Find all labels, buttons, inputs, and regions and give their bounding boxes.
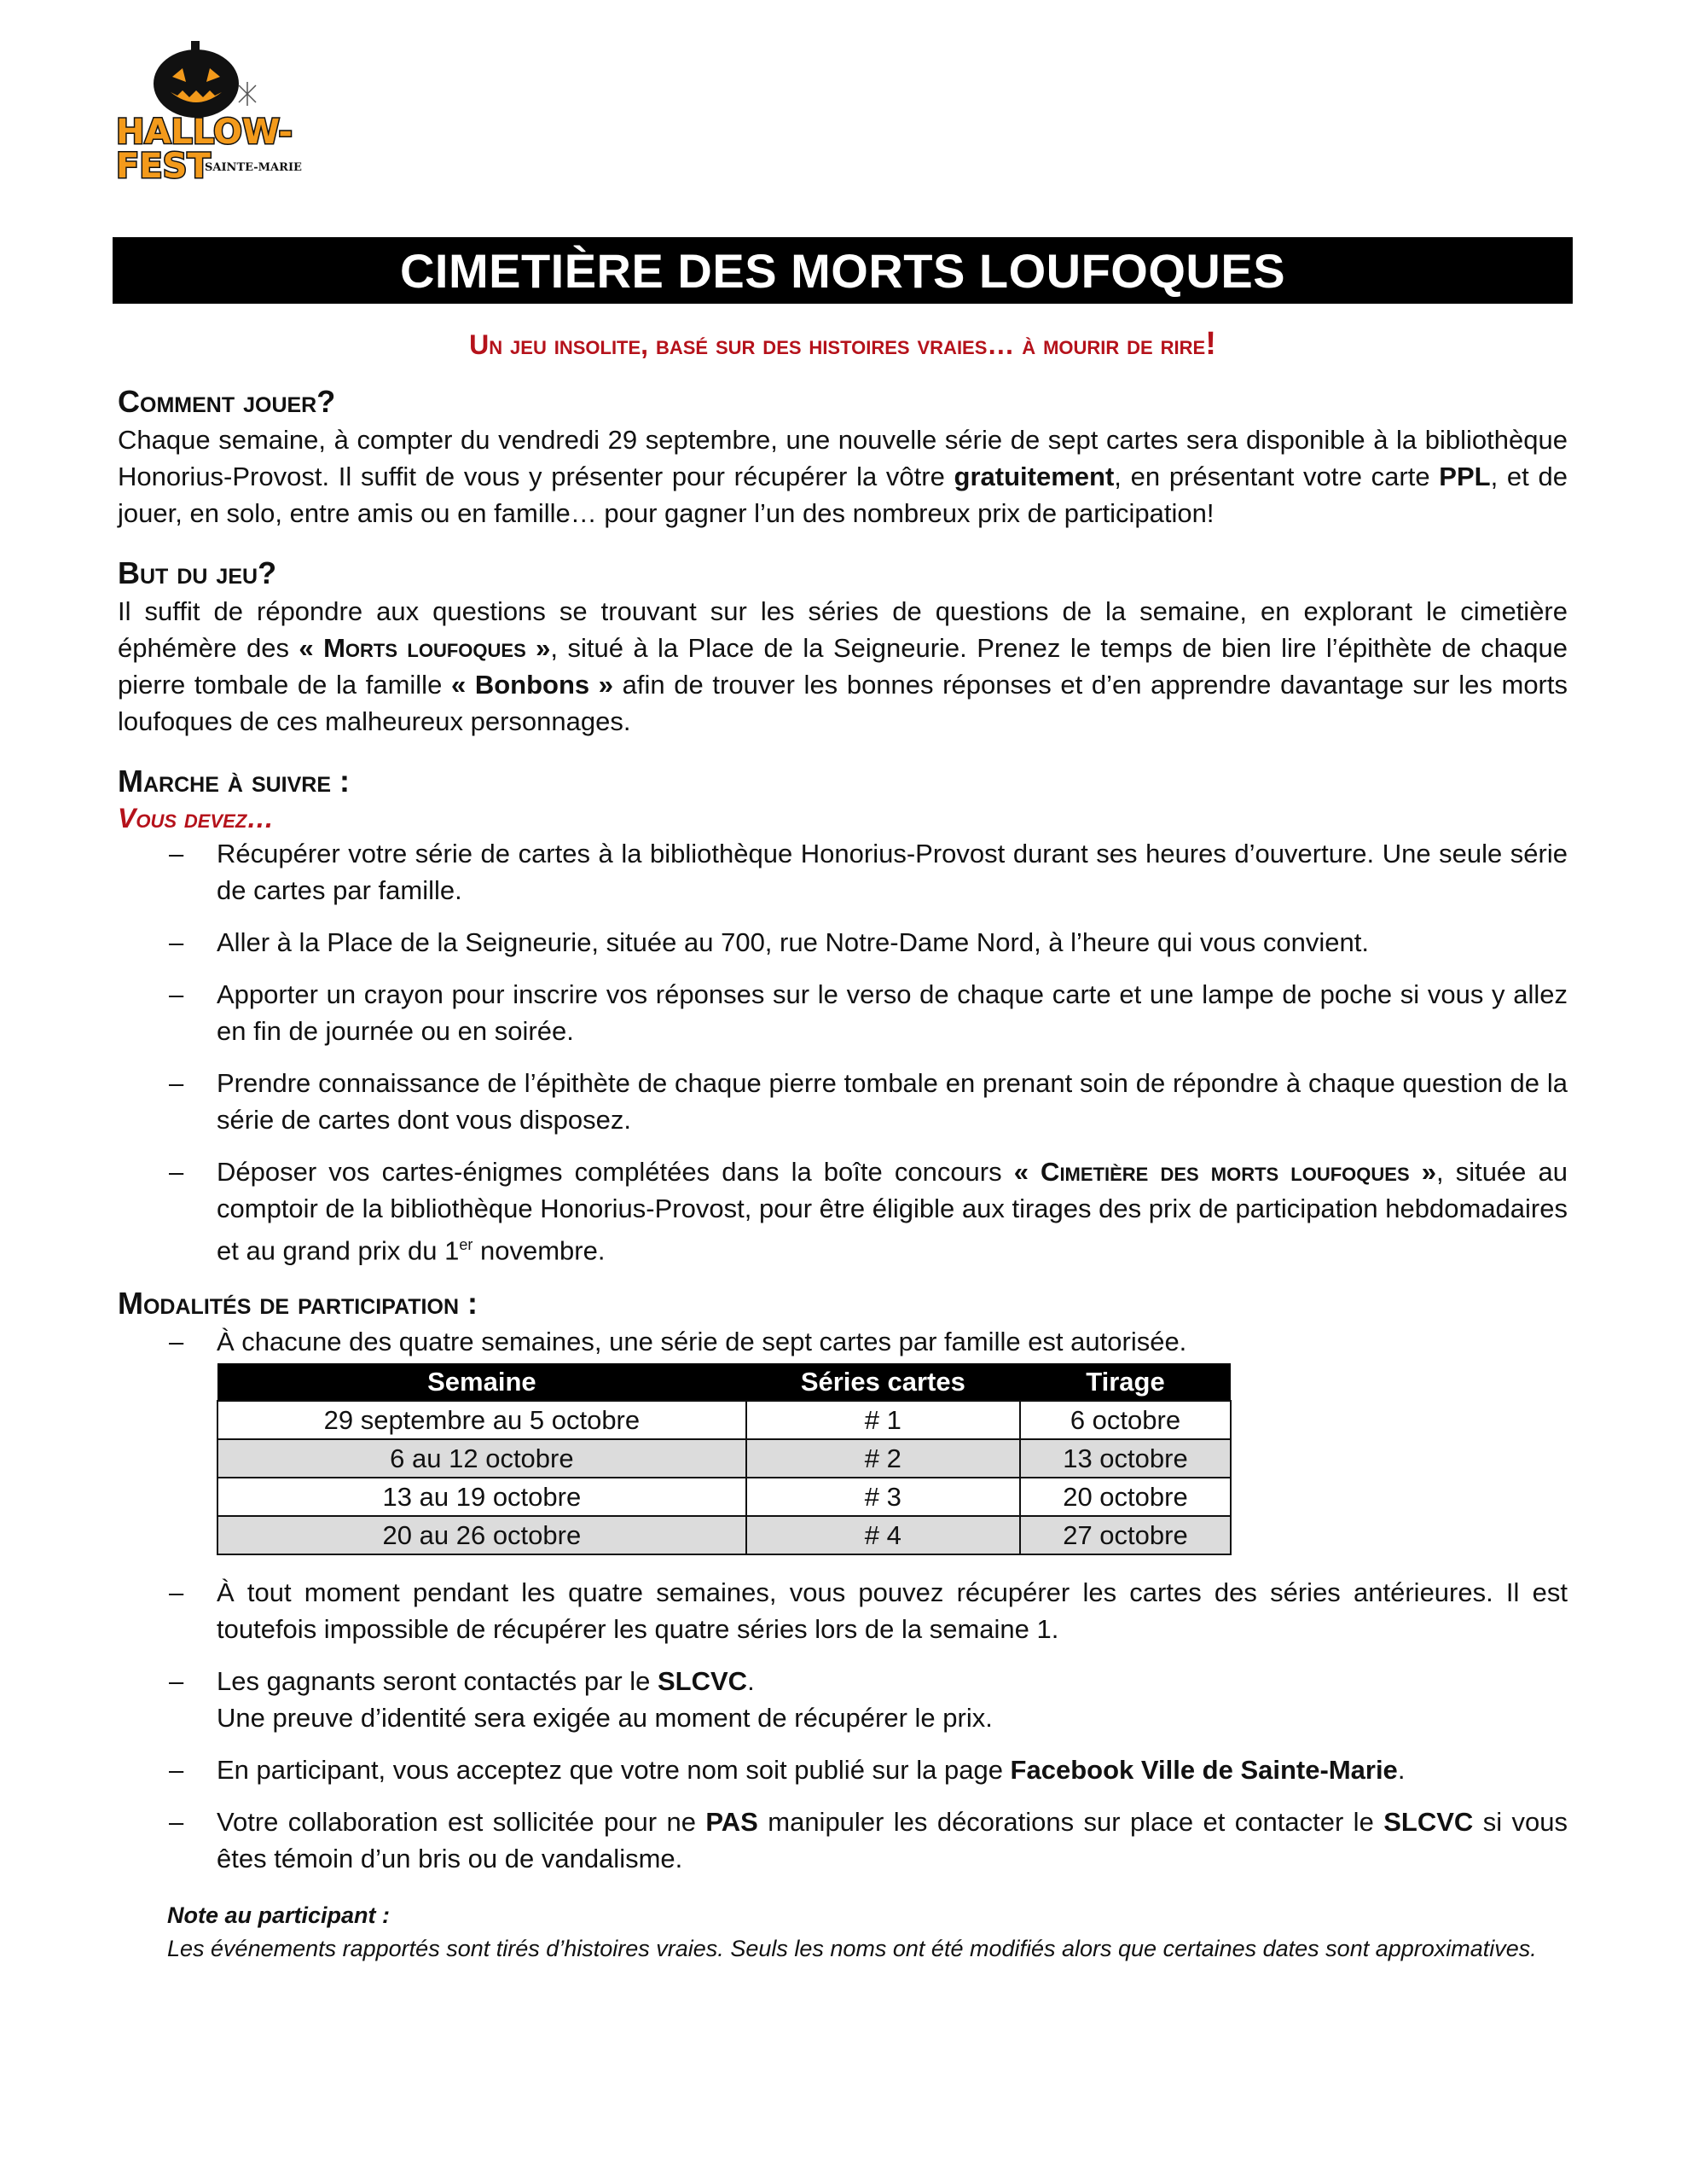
steps-list [118,835,1568,1269]
table-row: 29 septembre au 5 octobre # 1 6 octobre [217,1401,1231,1439]
note-title: Note au participant : [167,1902,391,1929]
modalites-list [118,1323,1568,1360]
hallowfest-logo [111,34,302,196]
list-item: – En participant, vous acceptez que votre nom soit publié sur la page Facebook Ville de Sainte-Marie. [169,1755,1406,1786]
svg-text:FEST: FEST [116,147,211,186]
section-heading: Marche à suivre : [118,764,351,799]
subtitle: Un jeu insolite, basé sur des histoires vraies… à mourir de rire! [469,326,1216,362]
table-header: Semaine [217,1363,746,1401]
list-item: – À tout moment pendant les quatre semaines, vous pouvez récupérer les cartes des séries antérieures. Il est toutefois impossible de récupérer les quatre séries lors de la semaine 1. [169,1577,1568,1645]
section-heading: Comment jouer? [118,384,336,419]
modalites-list-continued [118,1574,1568,1877]
section-comment-jouer [118,382,1568,531]
list-item: – À chacune des quatre semaines, une série de sept cartes par famille est autorisée. [169,1327,1187,1357]
participant-note [167,1899,1568,1966]
section-heading: But du jeu? [118,555,277,590]
table-row: 20 au 26 octobre # 4 27 octobre [217,1516,1231,1554]
page-title: CIMETIÈRE DES MORTS LOUFOQUES [399,243,1286,298]
section-subheading: Vous devez… [118,803,275,834]
document-body [118,382,1568,1966]
section-heading: Modalités de participation : [118,1286,478,1321]
section-marche-a-suivre [118,762,1568,1269]
list-item: – Les gagnants seront contactés par le SLCVC. Une preuve d’identité sera exigée au moment de récupérer le prix. [169,1666,993,1734]
list-item: – Déposer vos cartes-énigmes complétées dans la boîte concours « Cimetière des morts loufoques », située au comptoir de la bibliothèque Honorius-Provost, pour être éligible aux tirages des prix de participation hebdomadaires et au grand prix du 1er novembre. [169,1157,1568,1266]
svg-text:HALLOW-: HALLOW- [116,113,293,152]
list-item: – Prendre connaissance de l’épithète de chaque pierre tombale en prenant soin de répondre à chaque question de la série de cartes dont vous disposez. [169,1068,1568,1135]
section-paragraph: Il suffit de répondre aux questions se trouvant sur les séries de questions de la semaine, en explorant le cimetière éphémère des « Morts loufoques », situé à la Place de la Seigneurie. Prenez le temps de bien lire l’épithète de chaque pierre tombale de la famille « Bonbons » afin de trouver les bonnes réponses et d’en apprendre davantage sur les morts loufoques de ces malheureux personnages. [118,596,1568,736]
title-bar [113,237,1573,304]
svg-text:SAINTE-MARIE: SAINTE-MARIE [205,161,302,174]
list-item: – Votre collaboration est sollicitée pour ne PAS manipuler les décorations sur place et contacter le SLCVC si vous êtes témoin d’un bris ou de vandalisme. [169,1807,1568,1874]
note-text: Les événements rapportés sont tirés d’histoires vraies. Seuls les noms ont été modifiés alors que certaines dates sont approximatives. [167,1936,1537,1962]
table-row: 13 au 19 octobre # 3 20 octobre [217,1478,1231,1516]
schedule-table [217,1363,1232,1555]
table-header: Séries cartes [746,1363,1020,1401]
section-but-du-jeu [118,554,1568,740]
table-row: 6 au 12 octobre # 2 13 octobre [217,1439,1231,1478]
list-item: – Aller à la Place de la Seigneurie, située au 700, rue Notre-Dame Nord, à l’heure qui vous convient. [169,927,1369,957]
list-item: – Récupérer votre série de cartes à la bibliothèque Honorius-Provost durant ses heures d’ouverture. Une seule série de cartes par famille. [169,839,1568,905]
list-item: – Apporter un crayon pour inscrire vos réponses sur le verso de chaque carte et une lampe de poche si vous y allez en fin de journée ou en soirée. [169,979,1568,1046]
section-paragraph: Chaque semaine, à compter du vendredi 29 septembre, une nouvelle série de sept cartes sera disponible à la bibliothèque Honorius-Provost. Il suffit de vous y présenter pour récupérer la vôtre gratuitement, en présentant votre carte PPL, et de jouer, en solo, entre amis ou en famille… pour gagner l’un des nombreux prix de participation! [118,425,1568,528]
section-modalites [118,1284,1568,1877]
table-header: Tirage [1020,1363,1231,1401]
